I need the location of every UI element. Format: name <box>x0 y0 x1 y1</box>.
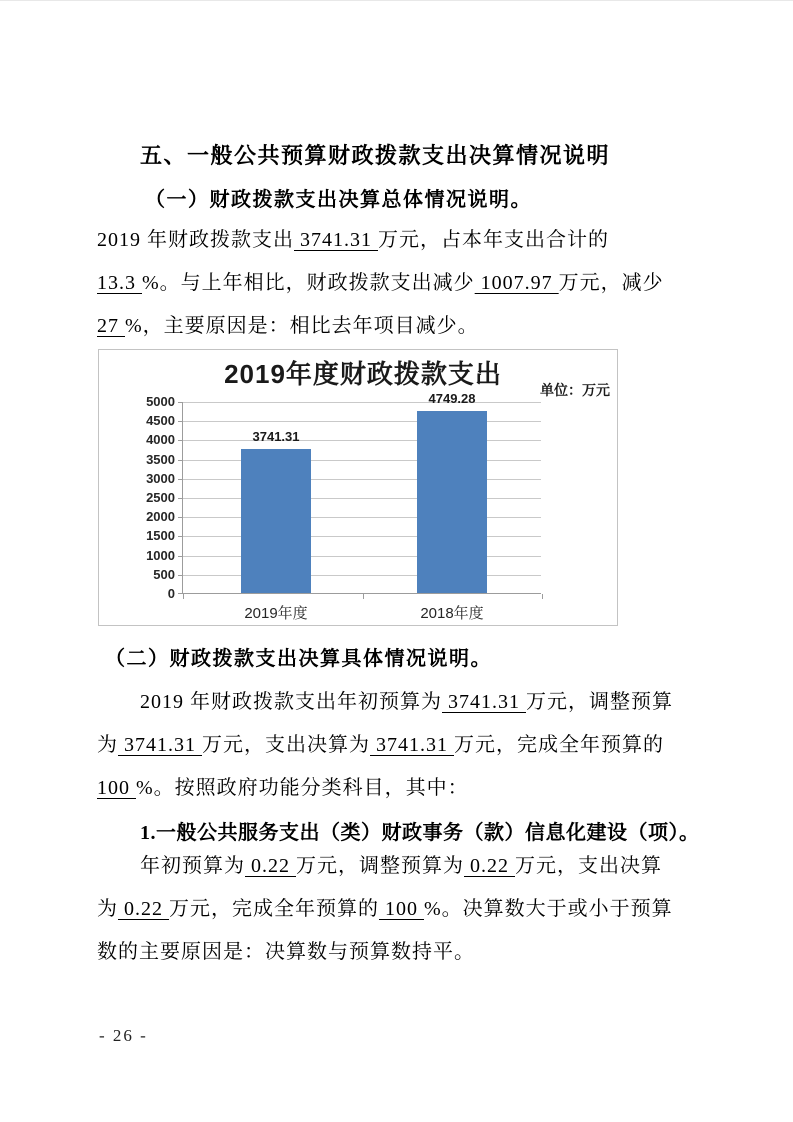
y-axis-tick <box>178 498 183 499</box>
x-axis-tick <box>363 594 364 599</box>
text-line <box>97 845 709 888</box>
y-axis-tick <box>178 556 183 557</box>
x-axis-tick <box>183 594 184 599</box>
bar-chart <box>98 349 618 626</box>
chart-gridline <box>183 421 541 422</box>
text-segment: 万元，减少 <box>558 272 664 294</box>
y-axis-tick <box>178 479 183 480</box>
heading-main: 五、一般公共预算财政拨款支出决算情况说明 <box>140 143 611 168</box>
chart-plot-area <box>146 390 541 622</box>
text-segment: 万元，支出决算为 <box>202 734 370 756</box>
chart-gridline <box>183 402 541 403</box>
y-axis-tick <box>178 517 183 518</box>
underlined-value: 27 <box>97 315 125 337</box>
text-line <box>97 305 709 348</box>
y-axis-tick <box>178 421 183 422</box>
underlined-value: 0.22 <box>118 898 169 920</box>
x-axis-tick <box>542 594 543 599</box>
text-line <box>97 681 709 724</box>
text-segment: 万元，占本年支出合计的 <box>378 229 609 251</box>
text-segment: 数的主要原因是：决算数与预算数持平。 <box>97 941 475 963</box>
chart-gridline <box>183 440 541 441</box>
heading-item-1: 1.一般公共服务支出（类）财政事务（款）信息化建设（项）。 <box>140 822 700 844</box>
text-line <box>97 931 709 974</box>
underlined-value: 3741.31 <box>118 734 202 756</box>
chart-gridline <box>183 556 541 557</box>
underlined-value: 0.22 <box>245 855 296 877</box>
text-line <box>97 888 709 931</box>
text-segment: 为 <box>97 898 118 920</box>
y-axis-label: 5000 <box>146 394 175 409</box>
y-axis-label: 0 <box>167 586 175 601</box>
chart-gridline <box>183 498 541 499</box>
underlined-value: 0.22 <box>464 855 515 877</box>
y-axis-tick <box>178 402 183 403</box>
text-line <box>97 724 709 767</box>
text-segment: 年初预算为 <box>140 855 245 877</box>
y-axis-label: 3500 <box>146 451 175 467</box>
underlined-value: 100 <box>97 777 136 799</box>
y-axis-tick <box>178 440 183 441</box>
y-axis-tick <box>178 460 183 461</box>
chart-gridline <box>183 536 541 537</box>
text-segment: 万元，调整预算为 <box>296 855 464 877</box>
y-axis-label: 3000 <box>146 470 175 486</box>
y-axis-label: 500 <box>153 566 175 582</box>
chart-bar <box>241 449 311 593</box>
text-segment: 万元，支出决算 <box>515 855 662 877</box>
text-line <box>97 262 709 305</box>
chart-gridline <box>183 479 541 480</box>
text-line <box>97 767 709 810</box>
x-axis-category-label: 2019年度 <box>244 605 308 622</box>
chart-bar <box>417 411 487 593</box>
text-segment: 万元，调整预算 <box>526 691 673 713</box>
bar-data-label: 4749.28 <box>428 390 476 406</box>
chart-unit-label: 单位：万元 <box>540 382 610 398</box>
y-axis-label: 4000 <box>146 432 175 448</box>
text-segment: 万元，完成全年预算的 <box>169 898 379 920</box>
underlined-value: 3741.31 <box>294 229 378 251</box>
text-segment: 万元，完成全年预算的 <box>454 734 664 756</box>
underlined-value: 1007.97 <box>474 272 559 294</box>
y-axis-label: 2000 <box>146 509 175 525</box>
y-axis-tick <box>178 575 183 576</box>
text-segment: %。决算数大于或小于预算 <box>424 898 673 920</box>
underlined-value: 13.3 <box>97 272 142 294</box>
text-line <box>97 219 709 262</box>
text-segment: 为 <box>97 734 118 756</box>
text-segment: %。与上年相比，财政拨款支出减少 <box>142 272 475 294</box>
underlined-value: 3741.31 <box>442 691 526 713</box>
y-axis-label: 1000 <box>146 547 175 563</box>
x-axis-category-label: 2018年度 <box>420 605 484 622</box>
paragraph-overall-summary <box>97 219 709 348</box>
chart-title: 2019年度财政拨款支出 <box>224 359 502 389</box>
text-segment: 2019 年财政拨款支出 <box>97 229 294 251</box>
y-axis-label: 4500 <box>146 413 175 429</box>
heading-section-1: （一）财政拨款支出决算总体情况说明。 <box>145 189 532 211</box>
text-segment: %。按照政府功能分类科目，其中： <box>136 777 469 799</box>
y-axis-label: 2500 <box>146 490 175 505</box>
text-segment: 2019 年财政拨款支出年初预算为 <box>140 691 442 713</box>
underlined-value: 3741.31 <box>370 734 454 756</box>
bar-data-label: 3741.31 <box>252 429 300 445</box>
chart-gridline <box>183 575 541 576</box>
y-axis-label: 1500 <box>146 528 175 544</box>
heading-section-2: （二）财政拨款支出决算具体情况说明。 <box>105 648 492 670</box>
paragraph-item-1-detail <box>97 845 709 974</box>
underlined-value: 100 <box>379 898 424 920</box>
chart-gridline <box>183 517 541 518</box>
chart-gridline <box>183 460 541 461</box>
page-number: - 26 - <box>99 1026 148 1045</box>
paragraph-detail-summary <box>97 681 709 810</box>
y-axis-tick <box>178 536 183 537</box>
text-segment: %，主要原因是：相比去年项目减少。 <box>125 315 479 337</box>
